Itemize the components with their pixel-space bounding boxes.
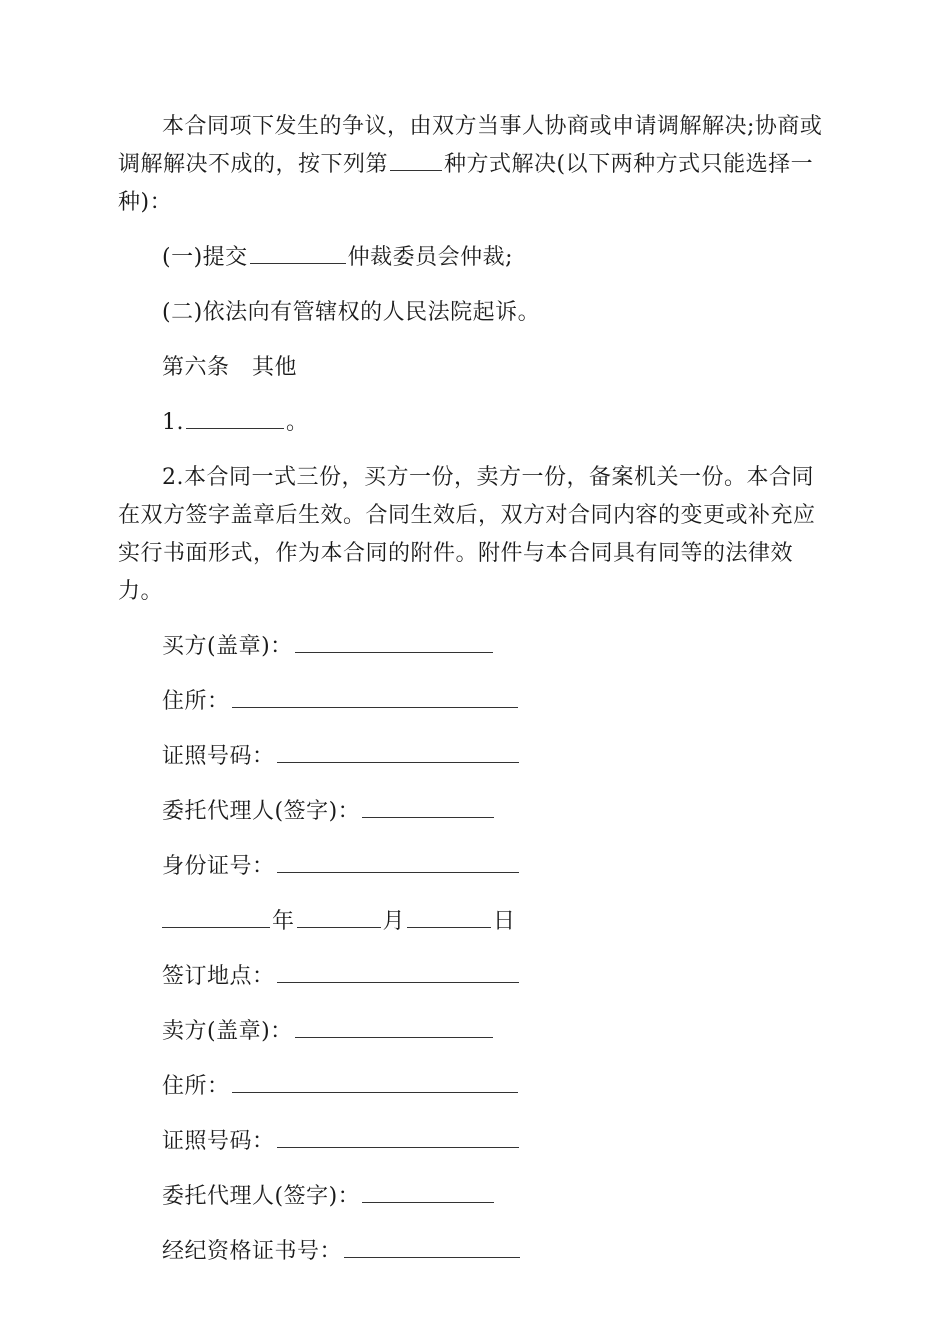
- month-label: 月: [382, 909, 406, 934]
- item-1: [118, 404, 832, 442]
- option-2-text: (二)依法向有管辖权的人民法院起诉。: [162, 300, 541, 325]
- seller-address-row: [118, 1068, 832, 1106]
- seller-agent-blank[interactable]: [362, 1201, 494, 1203]
- buyer-license-blank[interactable]: [277, 761, 519, 763]
- seller-license-blank[interactable]: [277, 1146, 519, 1148]
- seller-agent-row: [118, 1178, 832, 1216]
- buyer-license-row: [118, 738, 832, 776]
- seller-license-row: [118, 1123, 832, 1161]
- year-blank[interactable]: [162, 926, 270, 928]
- buyer-seal-row: [118, 628, 832, 666]
- seller-address-blank[interactable]: [232, 1091, 518, 1093]
- broker-cert-blank[interactable]: [344, 1256, 520, 1258]
- buyer-address-row: [118, 683, 832, 721]
- article-6-title: [118, 349, 832, 387]
- dispute-clause: [118, 108, 832, 222]
- broker-cert-label: 经纪资格证书号：: [162, 1239, 343, 1264]
- option-arbitration: [118, 239, 832, 277]
- item-1-suffix: 。: [286, 410, 309, 435]
- day-blank[interactable]: [407, 926, 491, 928]
- seller-seal-row: [118, 1013, 832, 1051]
- seller-agent-label: 委托代理人(签字)：: [162, 1184, 361, 1209]
- buyer-agent-blank[interactable]: [362, 816, 494, 818]
- broker-cert-row: [118, 1233, 832, 1271]
- item-2-text: 2.本合同一式三份，买方一份，卖方一份，备案机关一份。本合同在双方签字盖章后生效。合同生效后，双方对合同内容的变更或补充应实行书面形式，作为本合同的附件。附件与本合同具有同等的法律效力。: [118, 465, 816, 604]
- buyer-id-label: 身份证号：: [162, 854, 275, 879]
- sign-place-blank[interactable]: [277, 981, 519, 983]
- seller-address-label: 住所：: [162, 1074, 230, 1099]
- article-6-title-text: 第六条 其他: [162, 355, 298, 380]
- day-label: 日: [493, 909, 516, 934]
- option-court: [118, 294, 832, 332]
- buyer-agent-label: 委托代理人(签字)：: [162, 799, 361, 824]
- sign-place-row: [118, 958, 832, 996]
- seller-seal-blank[interactable]: [295, 1036, 493, 1038]
- item-1-prefix: 1.: [162, 410, 184, 435]
- option-1-prefix: (一)提交: [162, 245, 248, 270]
- buyer-address-blank[interactable]: [232, 706, 518, 708]
- year-label: 年: [272, 909, 295, 934]
- buyer-agent-row: [118, 793, 832, 831]
- dispute-method-blank[interactable]: [390, 169, 442, 171]
- month-blank[interactable]: [297, 926, 381, 928]
- buyer-address-label: 住所：: [162, 689, 230, 714]
- item-1-blank[interactable]: [186, 427, 284, 429]
- buyer-id-blank[interactable]: [277, 871, 519, 873]
- buyer-seal-blank[interactable]: [295, 651, 493, 653]
- buyer-id-row: [118, 848, 832, 886]
- seller-seal-label: 卖方(盖章)：: [162, 1019, 293, 1044]
- item-2: [118, 459, 832, 611]
- buyer-seal-label: 买方(盖章)：: [162, 634, 293, 659]
- arbitration-committee-blank[interactable]: [250, 262, 346, 264]
- buyer-license-label: 证照号码：: [162, 744, 275, 769]
- dispute-clause-text-2: 种方式解决(以下两种方式只能选择一种)：: [118, 152, 814, 215]
- date-row: [118, 903, 832, 941]
- dispute-clause-text-1: 本合同项下发生的争议，由双方当事人协商或申请调解解决;协商或调解解决不成的，按下列第: [118, 114, 823, 177]
- seller-license-label: 证照号码：: [162, 1129, 275, 1154]
- sign-place-label: 签订地点：: [162, 964, 275, 989]
- option-1-suffix: 仲裁委员会仲裁;: [347, 245, 514, 270]
